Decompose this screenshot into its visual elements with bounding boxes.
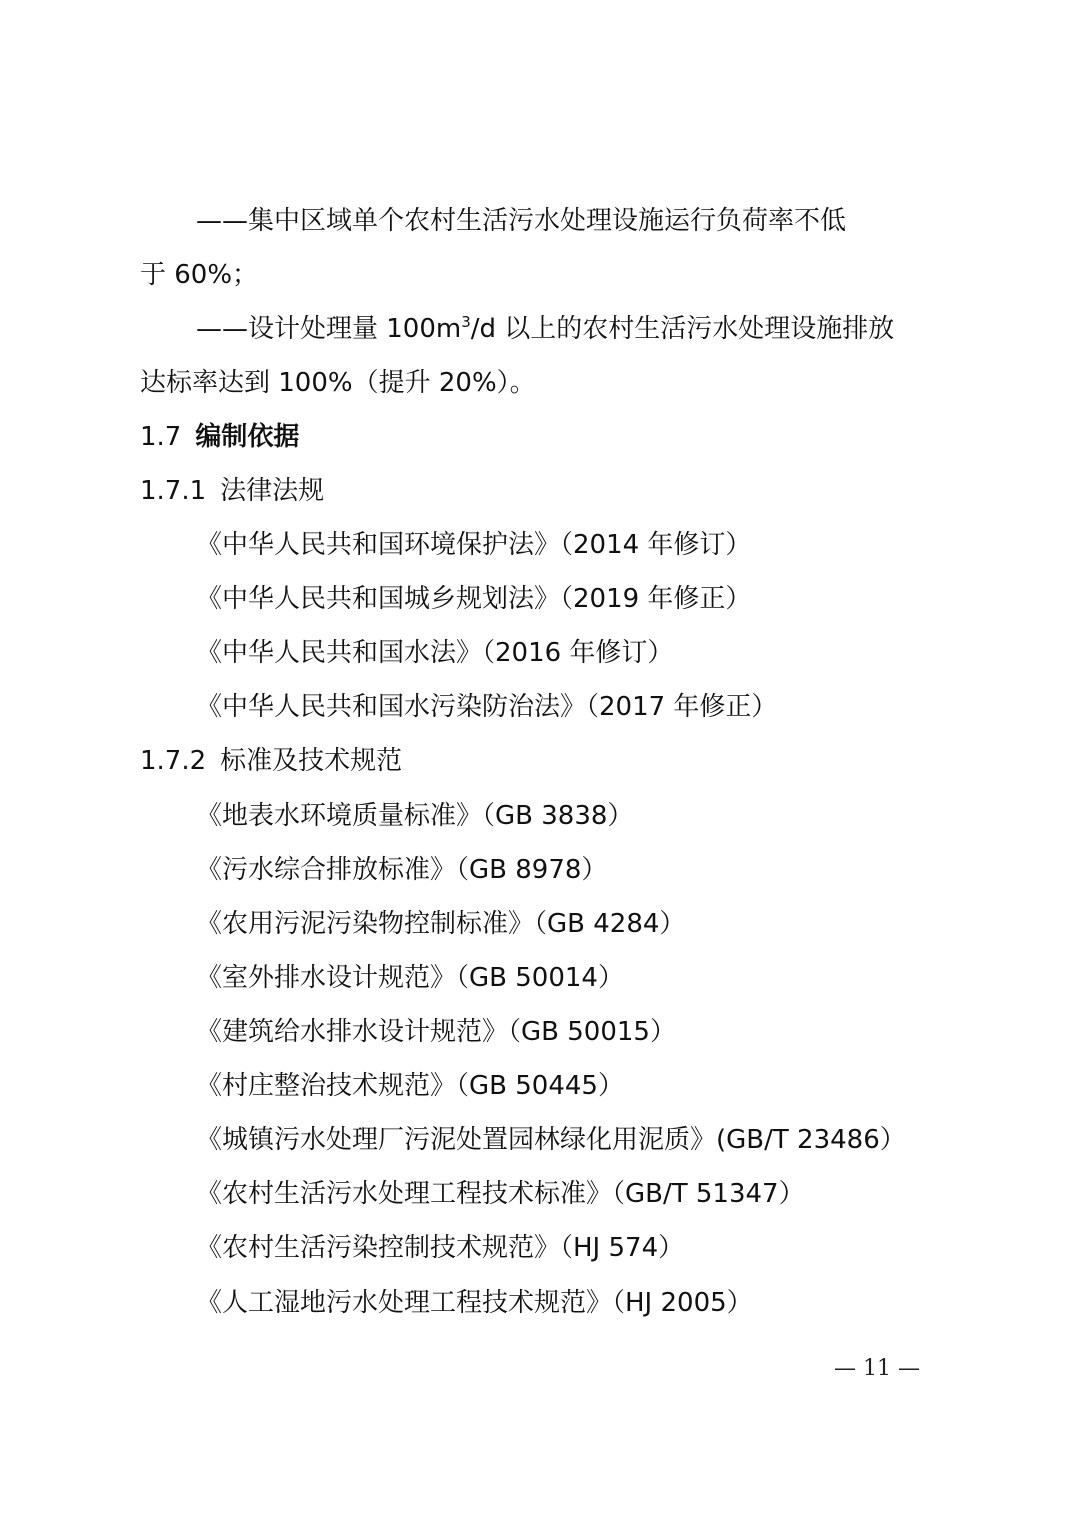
paragraph-discharge-rate-line1 [196,312,996,346]
page-number: — 11 — [834,1356,920,1381]
subsection-title: 法律法规 [220,476,325,506]
standard-item: 《村庄整治技术规范》（GB 50445） [196,1071,624,1101]
standard-item: 《城镇污水处理厂污泥处置园林绿化用泥质》(GB/T 23486） [196,1125,906,1155]
standard-item: 《农村生活污染控制技术规范》（HJ 574） [196,1233,685,1263]
standard-item: 《农用污泥污染物控制标准》（GB 4284） [196,909,686,939]
law-item: 《中华人民共和国城乡规划法》（2019 年修正） [196,584,752,614]
standard-item: 《人工湿地污水处理工程技术规范》（HJ 2005） [196,1288,753,1318]
discharge-text-post: /d 以上的农村生活污水处理设施排放 [470,314,895,344]
subsection-title: 标准及技术规范 [220,746,403,776]
section-title: 编制依据 [195,422,300,452]
law-item: 《中华人民共和国水污染防治法》（2017 年修正） [196,692,778,722]
standard-item: 《室外排水设计规范》（GB 50014） [196,963,624,993]
standard-item: 《地表水环境质量标准》（GB 3838） [196,801,634,831]
paragraph-load-rate-line2: 于 60%； [140,260,259,290]
discharge-text-pre: ——设计处理量 100m [196,314,462,344]
paragraph-load-rate-line1: ——集中区域单个农村生活污水处理设施运行负荷率不低 [196,206,847,236]
subsection-number: 1.7.1 [140,476,207,506]
standard-item: 《建筑给水排水设计规范》（GB 50015） [196,1017,676,1047]
law-item: 《中华人民共和国环境保护法》（2014 年修订） [196,530,752,560]
law-item: 《中华人民共和国水法》（2016 年修订） [196,638,674,668]
standard-item: 《污水综合排放标准》（GB 8978） [196,855,608,885]
paragraph-discharge-rate-line2: 达标率达到 100%（提升 20%）。 [140,368,536,398]
subsection-number: 1.7.2 [140,746,207,776]
subsection-heading-laws [140,474,940,508]
section-heading [140,420,940,454]
subsection-heading-standards [140,744,940,778]
superscript-3: 3 [461,313,471,331]
section-number: 1.7 [140,422,182,452]
standard-item: 《农村生活污水处理工程技术标准》（GB/T 51347） [196,1179,805,1209]
